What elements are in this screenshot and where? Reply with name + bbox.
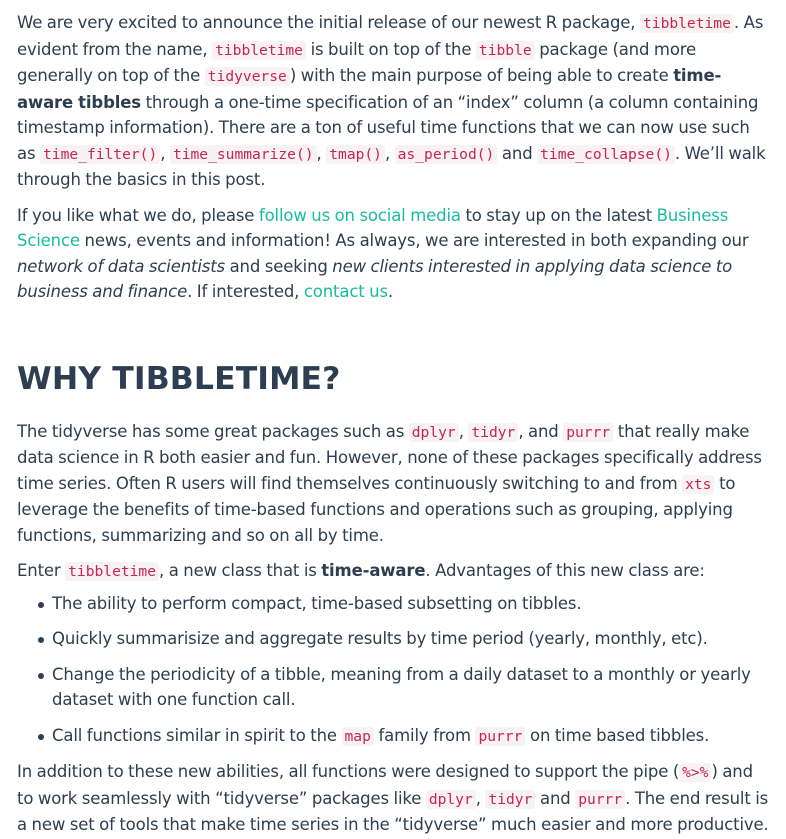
intro-text: and (497, 143, 538, 163)
follow-text: to stay up on the latest (460, 205, 657, 225)
section-heading: WHY TIBBLETIME? (17, 360, 341, 397)
tidyverse-paragraph (17, 419, 769, 549)
inline-code: tidyr (468, 423, 518, 442)
list-item-text: Call functions similar in spirit to the (52, 725, 342, 745)
intro-text: through a one-time specification of an “index” column (a column containing timestamp information). There are a ton of useful time functions that we can now use such as (17, 92, 759, 163)
list-item: The ability to perform compact, time-based subsetting on tibbles. (52, 591, 769, 617)
tidyverse-text: , (458, 421, 469, 441)
inline-code: tibbletime (640, 14, 734, 33)
enter-text: Enter (17, 561, 66, 580)
enter-text: . Advantages of this new class are: (425, 561, 705, 580)
bold-text: time-aware (321, 561, 426, 580)
inline-code: map (342, 727, 374, 746)
social-media-link[interactable]: follow us on social media (258, 205, 461, 225)
intro-text: , (160, 143, 170, 163)
intro-text: package (and more generally on top of the (17, 39, 697, 85)
tidyverse-text: to leverage the benefits of time-based functions and operations such as grouping, applying functions, summarizing and so on all by time. (17, 473, 736, 545)
follow-text: news, events and information! As always, we are interested in both expanding our (79, 231, 749, 250)
inline-code: dplyr (409, 423, 459, 442)
final-paragraph (17, 759, 769, 838)
inline-code: tibble (476, 41, 535, 60)
business-science-link[interactable]: Business Science (17, 205, 729, 250)
inline-code: tidyr (485, 790, 535, 809)
list-item: Change the periodicity of a tibble, meaning from a daily dataset to a monthly or yearly dataset with one function call. (52, 662, 769, 713)
inline-code: time_filter() (40, 145, 160, 164)
list-item-text: on time based tibbles. (525, 725, 710, 745)
intro-text: . We’ll walk through the basics in this post. (17, 143, 766, 189)
final-text: In addition to these new abilities, all functions were designed to support the pipe ( (17, 762, 680, 781)
inline-code: xts (682, 475, 714, 494)
intro-text: , (316, 143, 327, 163)
emphasis-text: network of data scientists (17, 256, 225, 276)
enter-text: , a new class that is (159, 561, 322, 580)
intro-text: , (384, 143, 395, 163)
intro-text: We are very excited to announce the initial release of our newest R package, (17, 13, 640, 32)
follow-text: and seeking (225, 256, 333, 276)
tidyverse-text: , and (518, 421, 564, 441)
final-text: , (475, 788, 486, 808)
inline-code: %>% (679, 763, 711, 782)
inline-code: time_summarize() (170, 145, 317, 164)
advantages-list (17, 591, 769, 750)
inline-code: purrr (575, 790, 625, 809)
inline-code: tibbletime (65, 562, 159, 581)
list-item: Quickly summarisize and aggregate results by time period (yearly, monthly, etc). (52, 626, 769, 652)
emphasis-text: new clients interested in applying data science to business and finance (17, 256, 733, 301)
intro-text: ) with the main purpose of being able to create (289, 66, 674, 85)
final-text: and (535, 788, 576, 808)
follow-text: . (387, 282, 394, 301)
inline-code: time_collapse() (537, 145, 675, 164)
inline-code: purrr (563, 423, 613, 442)
tidyverse-text: The tidyverse has some great packages such as (17, 421, 409, 441)
final-text: ) and to work seamlessly with “tidyverse” packages like (17, 762, 753, 808)
inline-code: tidyverse (205, 67, 290, 86)
intro-paragraph (17, 10, 769, 193)
inline-code: as_period() (395, 145, 498, 164)
enter-paragraph (17, 558, 769, 585)
list-item (52, 723, 769, 750)
inline-code: tibbletime (212, 41, 306, 60)
inline-code: purrr (475, 727, 525, 746)
contact-us-link[interactable]: contact us (303, 282, 388, 301)
final-text: . The end result is a new set of tools that make time series in the “tidyverse” much easier and more productive. (17, 788, 769, 834)
follow-text: . If interested, (187, 282, 304, 301)
article-body (0, 10, 786, 838)
follow-paragraph (17, 203, 769, 305)
inline-code: dplyr (426, 790, 476, 809)
bold-text: time-aware tibbles (17, 66, 722, 112)
intro-text: . As evident from the name, (17, 13, 764, 59)
list-item-text: family from (373, 725, 476, 745)
follow-text: If you like what we do, please (17, 205, 259, 225)
intro-text: is built on top of the (305, 39, 476, 59)
tidyverse-text: that really make data science in R both easier and fun. However, none of these packages specifically address time series. Often R users will find themselves continuously switching to and from (17, 421, 762, 493)
inline-code: tmap() (326, 145, 385, 164)
